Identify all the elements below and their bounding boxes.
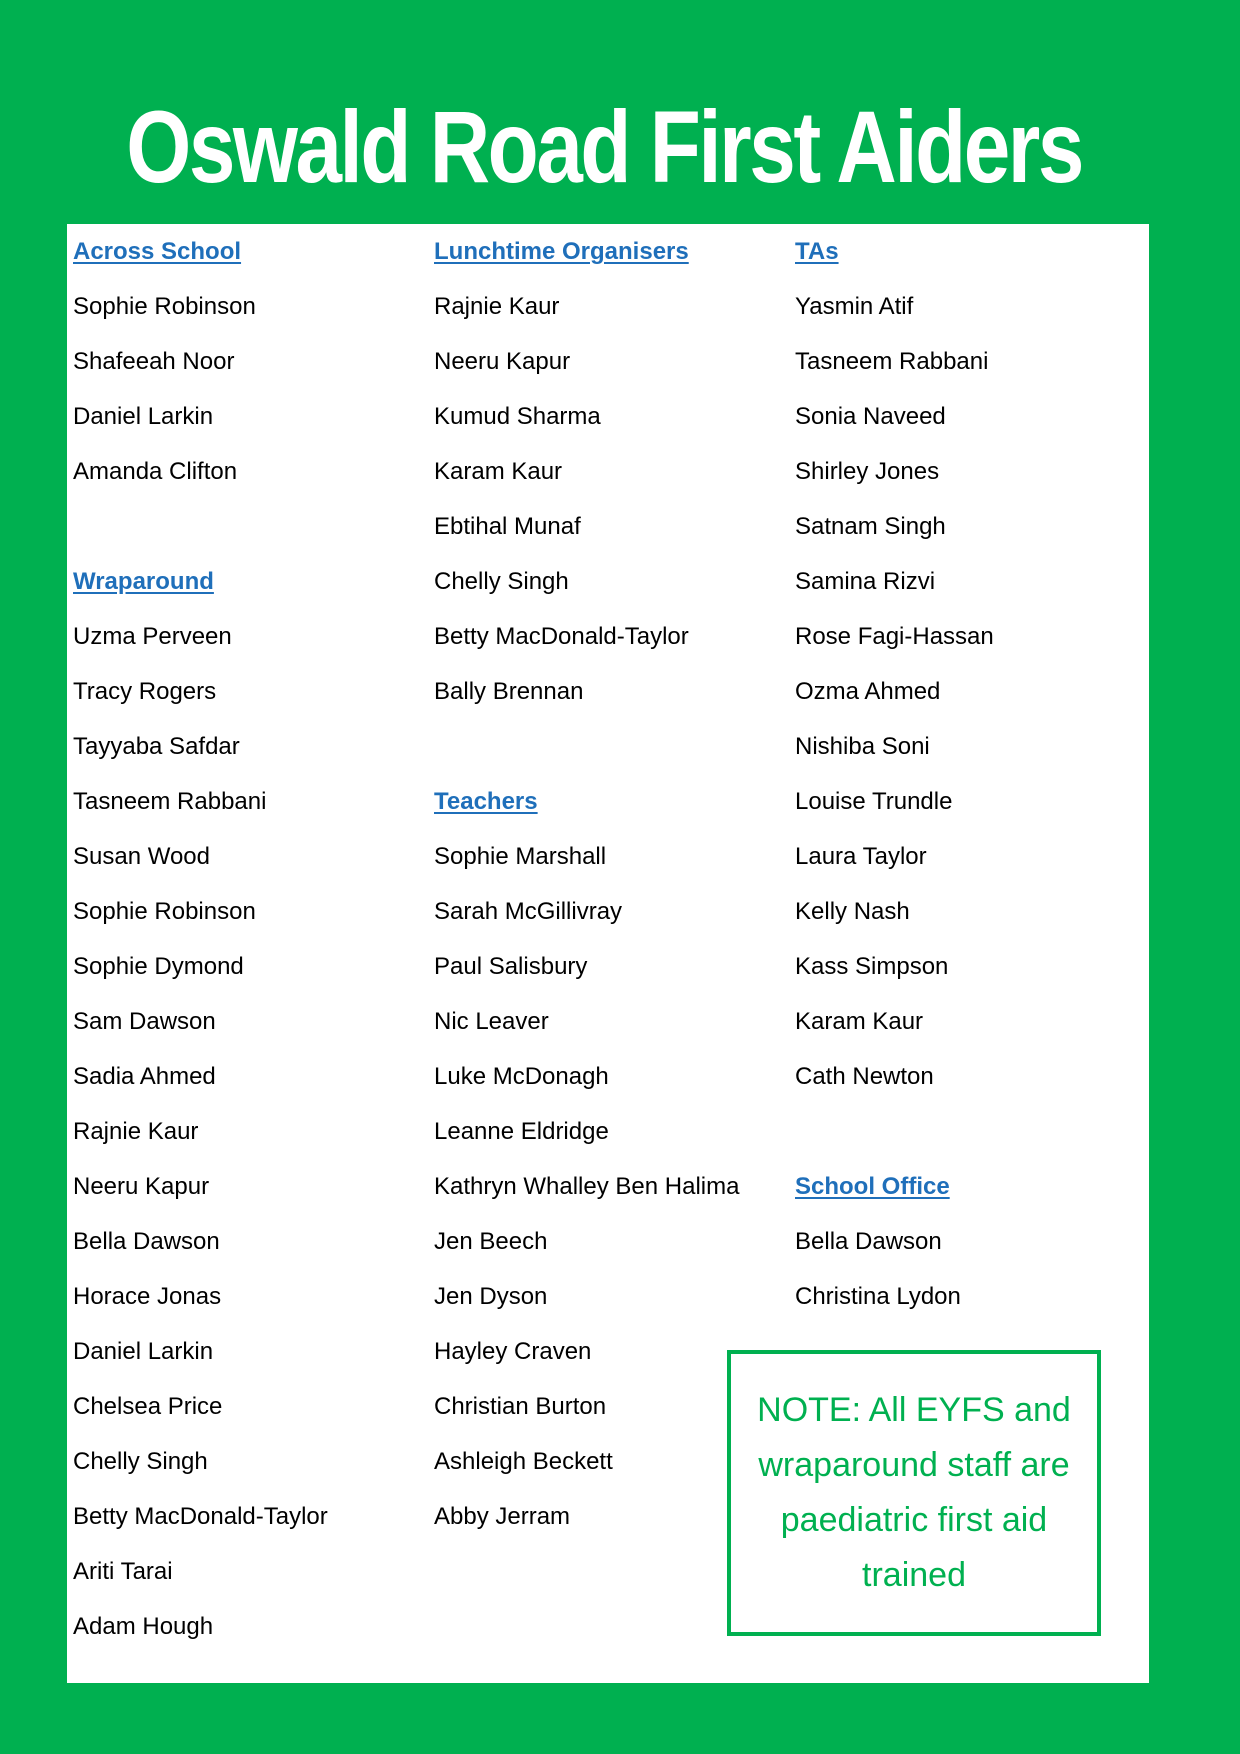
list-item: Shirley Jones <box>795 458 940 485</box>
list-item: Sam Dawson <box>73 1008 216 1035</box>
list-item: Adam Hough <box>73 1613 214 1640</box>
list-item: Tasneem Rabbani <box>73 788 267 815</box>
section-heading-teachers: Teachers <box>434 788 538 815</box>
list-item: Daniel Larkin <box>73 403 214 430</box>
list-item: Ariti Tarai <box>73 1558 173 1585</box>
list-item: Karam Kaur <box>795 1008 924 1035</box>
list-item: Louise Trundle <box>795 788 953 815</box>
page-title: Oswald Road First Aiders <box>126 90 1082 204</box>
list-item: Tracy Rogers <box>73 678 217 705</box>
list-item: Nic Leaver <box>434 1008 549 1035</box>
list-item: Abby Jerram <box>434 1503 571 1530</box>
section-heading-school-office: School Office <box>795 1173 950 1200</box>
list-item: Betty MacDonald-Taylor <box>73 1503 328 1530</box>
note-box <box>727 1350 1101 1636</box>
list-item: Kumud Sharma <box>434 403 601 430</box>
list-item: Bella Dawson <box>73 1228 220 1255</box>
list-item: Sophie Marshall <box>434 843 607 870</box>
list-item: Sophie Robinson <box>73 293 256 320</box>
spacer <box>73 499 423 554</box>
list-item: Cath Newton <box>795 1063 934 1090</box>
list-item: Ashleigh Beckett <box>434 1448 613 1475</box>
list-item: Bally Brennan <box>434 678 584 705</box>
section-heading-wraparound: Wraparound <box>73 568 214 595</box>
section-heading-lunchtime-organisers: Lunchtime Organisers <box>434 238 689 265</box>
list-item: Christian Burton <box>434 1393 607 1420</box>
list-item: Karam Kaur <box>434 458 563 485</box>
list-item: Kathryn Whalley Ben Halima <box>434 1173 740 1200</box>
list-item: Leanne Eldridge <box>434 1118 609 1145</box>
list-item: Yasmin Atif <box>795 293 914 320</box>
list-item: Ebtihal Munaf <box>434 513 581 540</box>
spacer <box>795 1104 1145 1159</box>
list-item: Tayyaba Safdar <box>73 733 240 760</box>
list-item: Uzma Perveen <box>73 623 232 650</box>
list-item: Laura Taylor <box>795 843 927 870</box>
names-panel <box>67 224 1149 1683</box>
list-item: Chelly Singh <box>73 1448 208 1475</box>
list-item: Sophie Robinson <box>73 898 256 925</box>
list-item: Tasneem Rabbani <box>795 348 989 375</box>
column-right <box>795 224 1145 1324</box>
list-item: Nishiba Soni <box>795 733 930 760</box>
list-item: Neeru Kapur <box>73 1173 210 1200</box>
list-item: Shafeeah Noor <box>73 348 235 375</box>
list-item: Rajnie Kaur <box>73 1118 199 1145</box>
list-item: Horace Jonas <box>73 1283 222 1310</box>
column-left <box>73 224 423 1654</box>
list-item: Paul Salisbury <box>434 953 588 980</box>
list-item: Luke McDonagh <box>434 1063 609 1090</box>
list-item: Ozma Ahmed <box>795 678 941 705</box>
list-item: Kass Simpson <box>795 953 949 980</box>
list-item: Neeru Kapur <box>434 348 571 375</box>
list-item: Kelly Nash <box>795 898 910 925</box>
list-item: Hayley Craven <box>434 1338 592 1365</box>
list-item: Jen Dyson <box>434 1283 548 1310</box>
list-item: Chelsea Price <box>73 1393 223 1420</box>
list-item: Rose Fagi-Hassan <box>795 623 994 650</box>
section-heading-across-school: Across School <box>73 238 242 265</box>
list-item: Sadia Ahmed <box>73 1063 216 1090</box>
list-item: Sophie Dymond <box>73 953 244 980</box>
list-item: Rajnie Kaur <box>434 293 560 320</box>
column-middle <box>434 224 784 1544</box>
note-text: NOTE: All EYFS and wraparound staff are paediatric first aid trained <box>757 1391 1071 1594</box>
section-heading-tas: TAs <box>795 238 839 265</box>
list-item: Amanda Clifton <box>73 458 238 485</box>
list-item: Chelly Singh <box>434 568 569 595</box>
list-item: Satnam Singh <box>795 513 946 540</box>
spacer <box>434 719 784 774</box>
list-item: Samina Rizvi <box>795 568 936 595</box>
list-item: Bella Dawson <box>795 1228 942 1255</box>
list-item: Sonia Naveed <box>795 403 946 430</box>
list-item: Betty MacDonald-Taylor <box>434 623 689 650</box>
list-item: Daniel Larkin <box>73 1338 214 1365</box>
list-item: Jen Beech <box>434 1228 548 1255</box>
list-item: Susan Wood <box>73 843 210 870</box>
list-item: Sarah McGillivray <box>434 898 623 925</box>
list-item: Christina Lydon <box>795 1283 961 1310</box>
